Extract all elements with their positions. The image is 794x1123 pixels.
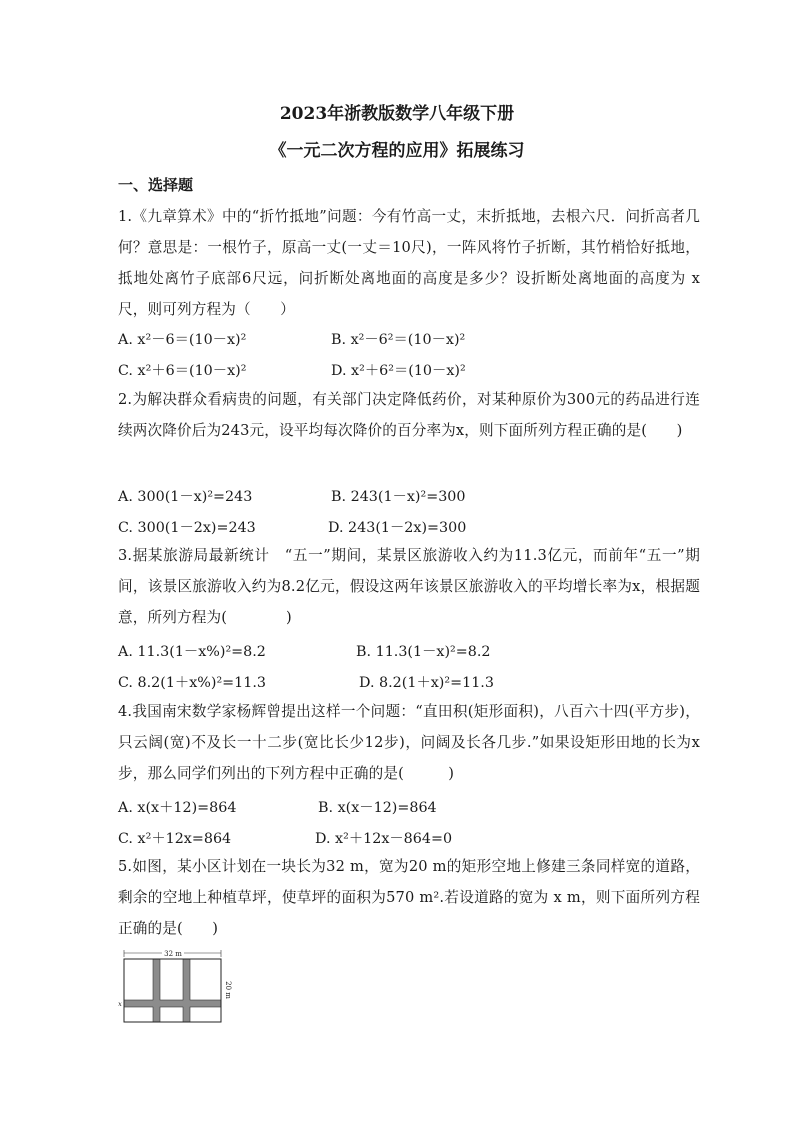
question-3-option-b: B. 11.3(1－x)²=8.2 bbox=[356, 644, 491, 660]
road-width-label: x bbox=[118, 1000, 122, 1008]
question-4-option-c: C. x²＋12x=864 bbox=[118, 831, 232, 847]
section-heading: 一、选择题 bbox=[118, 176, 194, 194]
grass-plot bbox=[124, 1007, 153, 1022]
grass-plot bbox=[160, 959, 183, 1000]
question-3-option-a: A. 11.3(1－x%)²=8.2 bbox=[118, 644, 266, 660]
grass-plot bbox=[124, 959, 153, 1000]
question-4-option-a: A. x(x＋12)=864 bbox=[118, 800, 237, 816]
question-2-option-d: D. 243(1－2x)=300 bbox=[328, 520, 467, 536]
question-4-stem: 4.我国南宋数学家杨辉曾提出这样一个问题：“直田积(矩形面积)，八百六十四(平方步)，只云阔(宽)不及长一十二步(宽比长少12步)，问阔及长各几步.”如果设矩形田地的长为x步，那么同学们列出的下列方程中正确的是( ) bbox=[118, 703, 700, 782]
question-1-stem: 1.《九章算术》中的“折竹抵地”问题：今有竹高一丈，末折抵地，去根六尺．问折高者几何？意思是：一根竹子，原高一丈(一丈＝10尺)，一阵风将竹子折断，其竹梢恰好抵地，抵地处离竹子底部6尺远，问折断处离地面的高度是多少？设折断处离地面的高度为 x 尺，则可列方程为（ ） bbox=[118, 208, 700, 318]
question-2-option-c: C. 300(1－2x)=243 bbox=[118, 520, 256, 536]
question-4-option-b: B. x(x－12)=864 bbox=[318, 800, 437, 816]
question-3-option-c: C. 8.2(1＋x%)²=11.3 bbox=[118, 675, 266, 691]
question-2-stem: 2.为解决群众看病贵的问题，有关部门决定降低药价，对某种原价为300元的药品进行连续两次降价后为243元，设平均每次降价的百分率为x，则下面所列方程正确的是( ) bbox=[118, 391, 700, 439]
question-1-option-d: D. x²＋6²＝(10－x)² bbox=[331, 363, 466, 379]
width-label: 32 m bbox=[164, 950, 182, 958]
question-3-stem: 3.据某旅游局最新统计 “五一”期间，某景区旅游收入约为11.3亿元，而前年“五一”期间，该景区旅游收入约为8.2亿元，假设这两年该景区旅游收入的平均增长率为x，根据题意，所列方程为( ) bbox=[118, 547, 700, 626]
page-title: 2023年浙教版数学八年级下册 bbox=[279, 104, 515, 124]
question-4-option-d: D. x²＋12x－864=0 bbox=[315, 831, 453, 847]
question-3-option-d: D. 8.2(1＋x)²=11.3 bbox=[359, 675, 494, 691]
grass-plot bbox=[190, 959, 221, 1000]
height-label: 20 m bbox=[224, 981, 232, 999]
question-1-option-c: C. x²＋6＝(10－x)² bbox=[118, 363, 247, 379]
grass-plot bbox=[190, 1007, 221, 1022]
question-1-option-a: A. x²－6＝(10－x)² bbox=[118, 332, 247, 348]
question-2-option-b: B. 243(1－x)²=300 bbox=[331, 489, 466, 505]
question-5-stem: 5.如图，某小区计划在一块长为32 m，宽为20 m的矩形空地上修建三条同样宽的道路，剩余的空地上种植草坪，使草坪的面积为570 m².若设道路的宽为 x m，则下面所列方程正确的是( ) bbox=[118, 858, 700, 937]
question-1-option-b: B. x²－6²＝(10－x)² bbox=[331, 332, 466, 348]
question-2-option-a: A. 300(1－x)²=243 bbox=[118, 489, 253, 505]
question-5-figure bbox=[110, 948, 240, 1028]
page-subtitle: 《一元二次方程的应用》拓展练习 bbox=[269, 141, 525, 161]
grass-plot bbox=[160, 1007, 183, 1022]
